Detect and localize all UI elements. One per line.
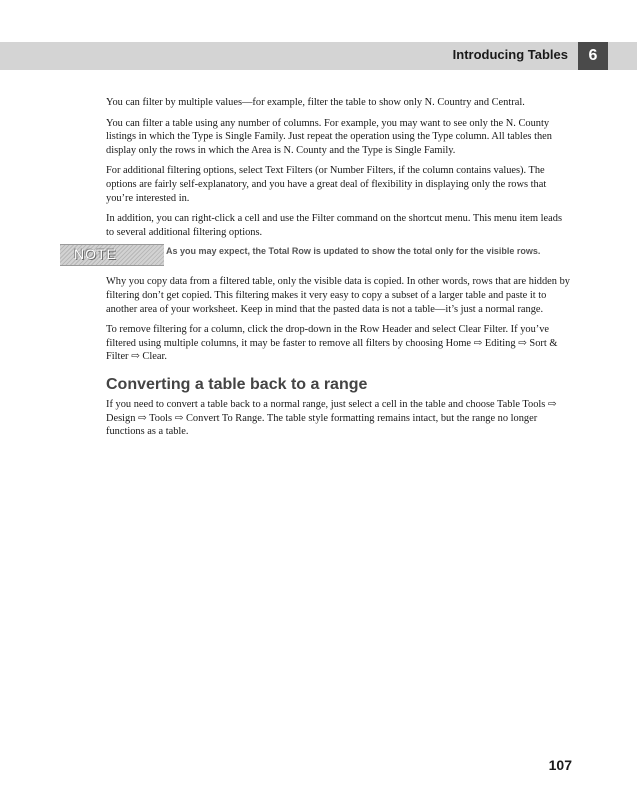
body-paragraph: Why you copy data from a filtered table, only the visible data is copied. In other words, rows that are hidden by filtering don’t get copied. This filtering makes it very easy to copy a subset of a larger table and paste it to another area of your worksheet. Keep in mind that the pasted data is not a table—it’s just a normal range. <box>106 276 570 315</box>
note-label-box <box>60 244 164 266</box>
note-text: As you may expect, the Total Row is updated to show the total only for the visible rows. <box>166 246 541 257</box>
section-paragraph: If you need to convert a table back to a normal range, just select a cell in the table and choose Table Tools ⇨ Design ⇨ Tools ⇨ Convert To Range. The table style formatting remains intact, but the range no longer functions as a table. <box>106 398 557 438</box>
body-paragraph: You can filter a table using any number of columns. For example, you may want to see only the N. County listings in which the Type is Single Family. Just repeat the operation using the Type column. All tables then display only the rows in which the Area is N. County and the Type is Single Family. <box>106 117 552 156</box>
section-heading: Converting a table back to a range <box>106 375 368 393</box>
body-paragraph: To remove filtering for a column, click the drop-down in the Row Header and select Clear Filter. If you’ve filtered using multiple columns, it may be faster to remove all filters by choosing Home ⇨ Editing ⇨ Sort & Filter ⇨ Clear. <box>106 324 558 363</box>
chapter-number-badge: 6 <box>578 42 608 70</box>
body-paragraph: You can filter by multiple values—for example, filter the table to show only N. Country and Central. <box>106 97 525 108</box>
body-paragraph: For additional filtering options, select Text Filters (or Number Filters, if the column contains values). The options are fairly self-explanatory, and you have a great deal of flexibility in displaying only the rows that you’re interested in. <box>106 165 547 204</box>
note-label-text: NOTE <box>74 246 117 263</box>
page-body <box>74 96 570 446</box>
note-callout <box>74 246 570 268</box>
page-number: 107 <box>548 757 572 773</box>
running-header-title: Introducing Tables <box>452 47 568 62</box>
body-paragraph: In addition, you can right-click a cell and use the Filter command on the shortcut menu. This menu item leads to several additional filtering options. <box>106 213 563 238</box>
